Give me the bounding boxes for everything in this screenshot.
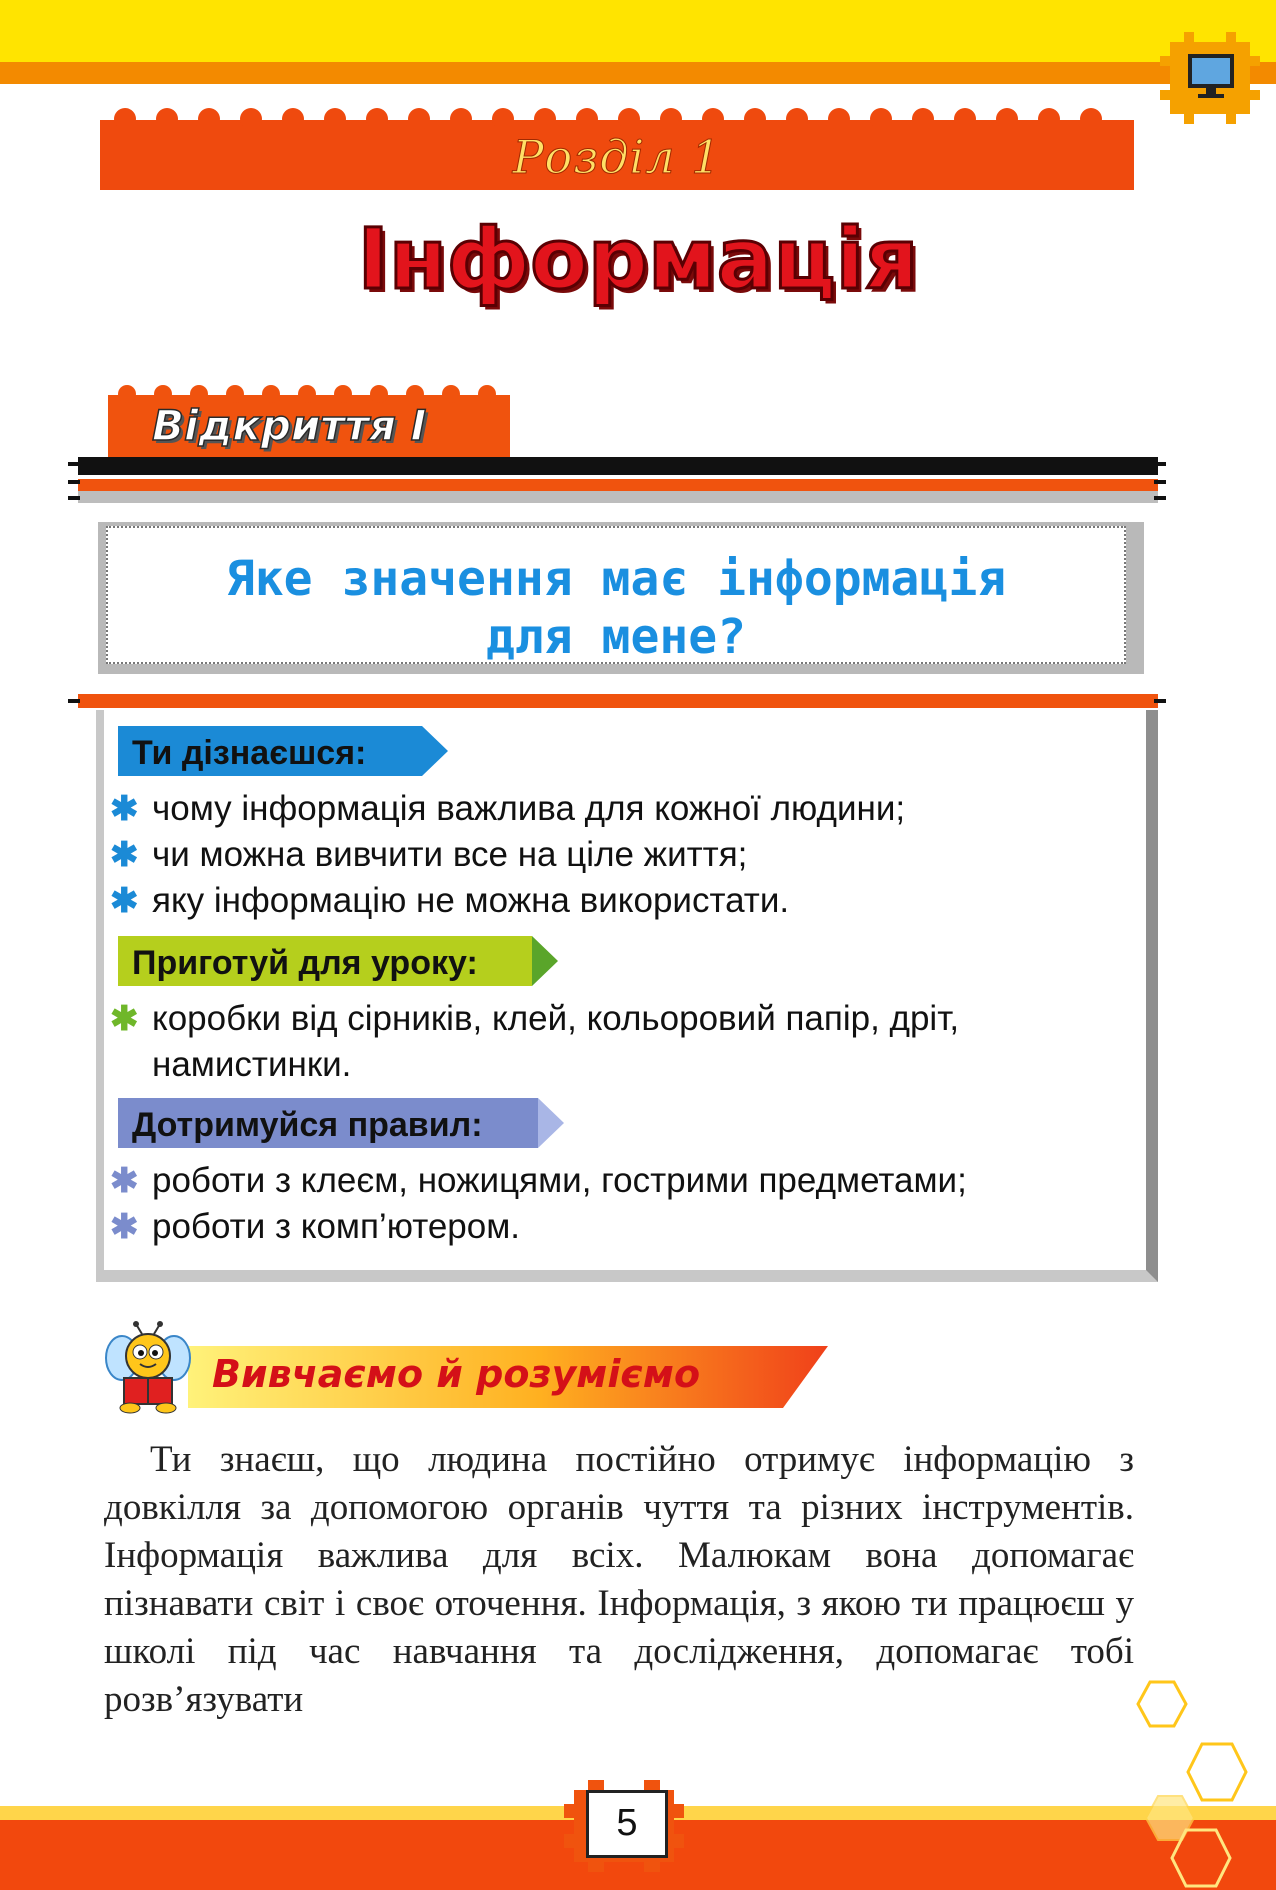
rail-pin	[68, 699, 80, 703]
rail-orange	[78, 479, 1158, 491]
question-line-1: Яке значення має інформація	[225, 551, 1007, 607]
rail-pin	[1154, 699, 1166, 703]
top-band-yellow	[0, 0, 1276, 62]
question-inner	[106, 526, 1126, 664]
rail-orange-lower	[78, 694, 1158, 708]
question-box	[98, 522, 1144, 674]
discovery-label: Відкриття І	[152, 401, 427, 450]
rail-pin	[1154, 462, 1166, 466]
top-band-orange	[0, 62, 1276, 84]
learn-list	[104, 786, 1114, 924]
bullet-star-icon: ✱	[110, 790, 139, 828]
list-item: ✱ чому інформація важлива для кожної людини;	[104, 786, 1114, 832]
chapter-label: Розділ 1	[512, 130, 722, 184]
page-title: Інформація	[357, 210, 919, 308]
body-paragraph: Ти знаєш, що людина постійно отримує інформацію з довкілля за допомогою органів чуття та різних інструментів. Інформація важлива для всіх. Малюкам вона допомагає пізнавати світ і своє оточення. Інформація, з якою ти працюєш у школі під час навчання та дослідження, допомагає тобі розв’язувати	[104, 1439, 1134, 1720]
chapter-banner	[100, 120, 1134, 190]
info-box	[96, 710, 1158, 1282]
bullet-star-icon: ✱	[110, 882, 139, 920]
list-item: ✱ коробки від сірників, клей, кольоровий папір, дріт, намистинки.	[104, 996, 1114, 1088]
rail-pin	[1154, 480, 1166, 484]
rules-tag-tip	[538, 1098, 564, 1148]
rail-grey	[78, 491, 1158, 503]
rail-black	[78, 457, 1158, 475]
rail-pin	[1154, 496, 1166, 500]
discovery-tab	[108, 395, 510, 457]
bullet-star-icon: ✱	[110, 836, 139, 874]
learn-tag-tip	[422, 726, 448, 776]
prepare-label-tag	[118, 936, 558, 986]
rail-pin	[68, 496, 80, 500]
bullet-star-icon: ✱	[110, 1162, 139, 1200]
hexagon-decoration-icon	[1130, 1660, 1276, 1890]
question-text	[108, 550, 1124, 666]
learn-label: Ти дізнаєшся:	[132, 734, 367, 772]
prepare-list	[104, 996, 1114, 1088]
prepare-label: Приготуй для уроку:	[132, 944, 478, 982]
bullet-star-icon: ✱	[110, 1000, 139, 1038]
monitor-icon	[1160, 24, 1260, 124]
bullet-star-icon: ✱	[110, 1208, 139, 1246]
list-item: ✱ роботи з клеєм, ножицями, гострими предметами;	[104, 1158, 1114, 1204]
rail-pin	[68, 462, 80, 466]
rules-label: Дотримуйся правил:	[132, 1106, 483, 1144]
page-number: 5	[586, 1790, 668, 1858]
learn-label-tag	[118, 726, 448, 776]
list-item: ✱ чи можна вивчити все на ціле життя;	[104, 832, 1114, 878]
prepare-tag-tip	[532, 936, 558, 986]
rules-list	[104, 1158, 1114, 1250]
rules-label-tag	[118, 1098, 564, 1148]
list-item: ✱ роботи з комп’ютером.	[104, 1204, 1114, 1250]
rail-pin	[68, 480, 80, 484]
question-line-2: для мене?	[485, 609, 747, 665]
bee-reading-icon	[100, 1320, 196, 1416]
study-heading: Вивчаємо й розуміємо	[212, 1352, 701, 1396]
list-item: ✱ яку інформацію не можна використати.	[104, 878, 1114, 924]
